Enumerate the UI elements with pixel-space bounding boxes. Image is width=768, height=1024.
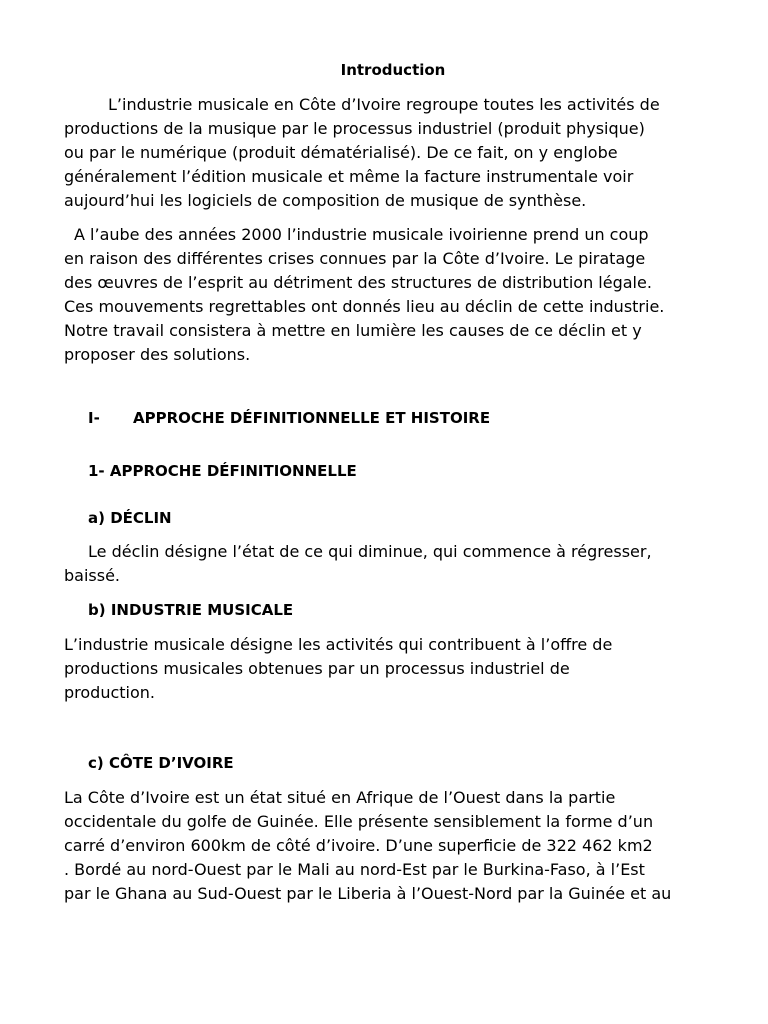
text-line: L’industrie musicale en Côte d’Ivoire regroupe toutes les activités de [108,95,660,114]
text-line: ou par le numérique (produit dématérialisé). De ce fait, on y englobe [64,143,618,162]
text-line: productions musicales obtenues par un processus industriel de [64,659,570,678]
subsection-heading: 1- APPROCHE DÉFINITIONNELLE [88,462,357,480]
text-line: Notre travail consistera à mettre en lumière les causes de ce déclin et y [64,321,642,340]
intro-paragraph-2 [64,223,724,367]
text-line: A l’aube des années 2000 l’industrie musicale ivoirienne prend un coup [74,225,649,244]
text-line: proposer des solutions. [64,345,251,364]
section-heading [88,408,490,428]
text-line: par le Ghana au Sud-Ouest par le Liberia à l’Ouest-Nord par la Guinée et au [64,884,672,903]
text-line: des œuvres de l’esprit au détriment des structures de distribution légale. [64,273,652,292]
text-line: . Bordé au nord-Ouest par le Mali au nord-Est par le Burkina-Faso, à l’Est [64,860,645,879]
definition-paragraph-declin [64,540,724,588]
page-title: Introduction [340,61,446,79]
text-line: carré d’environ 600km de côté d’ivoire. D’une superficie de 322 462 km2 [64,836,653,855]
text-line: aujourd’hui les logiciels de composition de musique de synthèse. [64,191,587,210]
definition-heading-industrie: b) INDUSTRIE MUSICALE [88,601,294,619]
text-line: baissé. [64,566,121,585]
text-line: en raison des différentes crises connues par la Côte d’Ivoire. Le piratage [64,249,646,268]
section-title: APPROCHE DÉFINITIONNELLE ET HISTOIRE [133,409,491,427]
text-line: La Côte d’Ivoire est un état situé en Afrique de l’Ouest dans la partie [64,788,616,807]
definition-paragraph-industrie [64,633,724,705]
text-line: production. [64,683,155,702]
text-line: occidentale du golfe de Guinée. Elle présente sensiblement la forme d’un [64,812,654,831]
text-line: généralement l’édition musicale et même la facture instrumentale voir [64,167,634,186]
intro-paragraph-1 [64,93,724,213]
definition-paragraph-cote-divoire [64,786,724,906]
text-line: Ces mouvements regrettables ont donnés lieu au déclin de cette industrie. [64,297,665,316]
definition-heading-cote-divoire: c) CÔTE D’IVOIRE [88,754,234,772]
section-number: I- [88,409,100,427]
text-line: Le déclin désigne l’état de ce qui diminue, qui commence à régresser, [88,542,652,561]
definition-heading-declin: a) DÉCLIN [88,509,172,527]
text-line: productions de la musique par le processus industriel (produit physique) [64,119,645,138]
text-line: L’industrie musicale désigne les activités qui contribuent à l’offre de [64,635,613,654]
